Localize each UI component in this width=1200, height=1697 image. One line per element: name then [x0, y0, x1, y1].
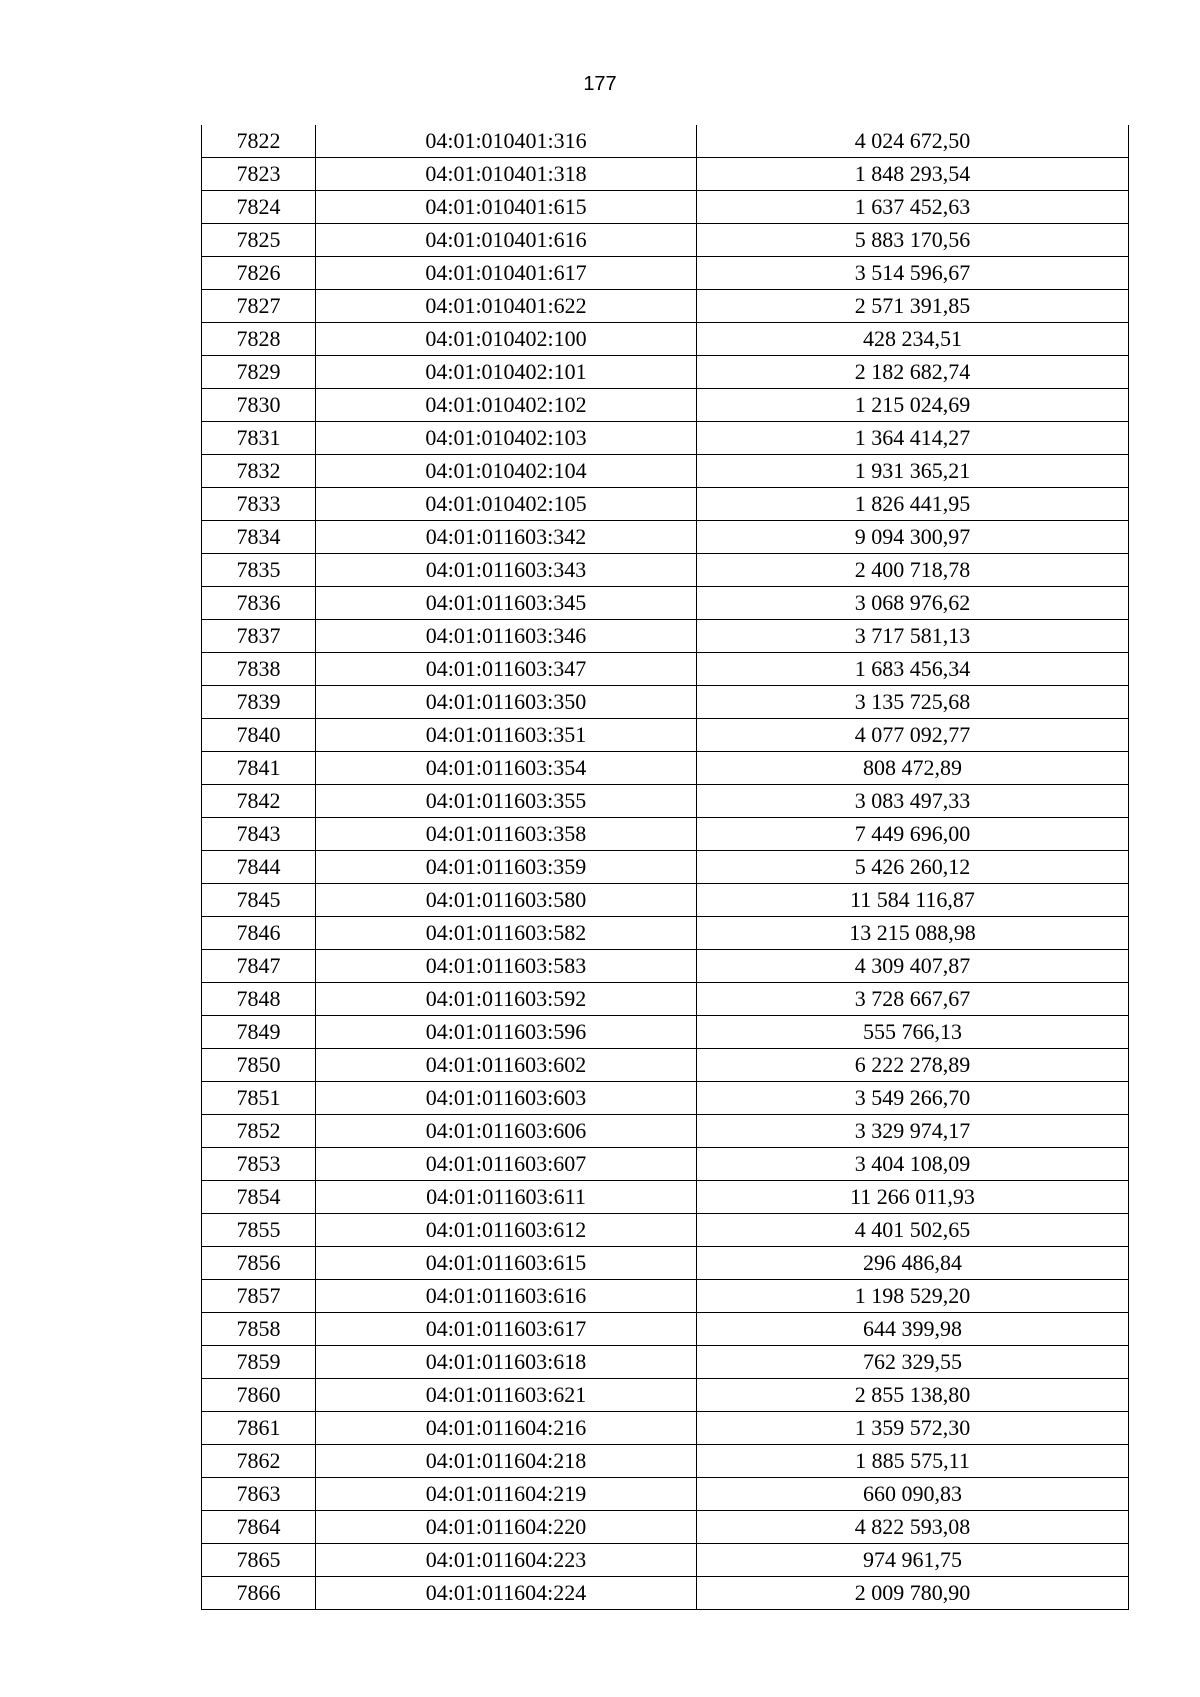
row-number-cell: 7850	[202, 1049, 316, 1082]
cadastral-number-cell: 04:01:011604:220	[316, 1511, 697, 1544]
row-number-cell: 7828	[202, 323, 316, 356]
cadastral-number-cell: 04:01:010401:318	[316, 158, 697, 191]
cadastral-value-cell: 974 961,75	[697, 1544, 1129, 1577]
table-row	[202, 158, 1129, 191]
cadastral-value-cell: 644 399,98	[697, 1313, 1129, 1346]
cadastral-value-cell: 296 486,84	[697, 1247, 1129, 1280]
table-row	[202, 1577, 1129, 1610]
row-number-cell: 7841	[202, 752, 316, 785]
cadastral-number-cell: 04:01:011603:618	[316, 1346, 697, 1379]
cadastral-number-cell: 04:01:011603:346	[316, 620, 697, 653]
cadastral-number-cell: 04:01:011603:350	[316, 686, 697, 719]
row-number-cell: 7865	[202, 1544, 316, 1577]
table-row	[202, 323, 1129, 356]
row-number-cell: 7826	[202, 257, 316, 290]
cadastral-value-cell: 2 400 718,78	[697, 554, 1129, 587]
cadastral-value-cell: 3 549 266,70	[697, 1082, 1129, 1115]
row-number-cell: 7836	[202, 587, 316, 620]
row-number-cell: 7866	[202, 1577, 316, 1610]
row-number-cell: 7857	[202, 1280, 316, 1313]
cadastral-value-cell: 9 094 300,97	[697, 521, 1129, 554]
cadastral-value-cell: 11 266 011,93	[697, 1181, 1129, 1214]
table-row	[202, 1247, 1129, 1280]
cadastral-number-cell: 04:01:011603:347	[316, 653, 697, 686]
row-number-cell: 7864	[202, 1511, 316, 1544]
cadastral-value-cell: 3 068 976,62	[697, 587, 1129, 620]
cadastral-value-cell: 3 329 974,17	[697, 1115, 1129, 1148]
table-row	[202, 1478, 1129, 1511]
row-number-cell: 7863	[202, 1478, 316, 1511]
row-number-cell: 7860	[202, 1379, 316, 1412]
cadastral-number-cell: 04:01:011604:219	[316, 1478, 697, 1511]
table-row	[202, 290, 1129, 323]
table-row	[202, 1544, 1129, 1577]
table-row	[202, 1511, 1129, 1544]
cadastral-number-cell: 04:01:011603:603	[316, 1082, 697, 1115]
row-number-cell: 7824	[202, 191, 316, 224]
cadastral-value-cell: 3 404 108,09	[697, 1148, 1129, 1181]
cadastral-value-cell: 7 449 696,00	[697, 818, 1129, 851]
cadastral-number-cell: 04:01:011603:583	[316, 950, 697, 983]
table-row	[202, 1082, 1129, 1115]
row-number-cell: 7822	[202, 125, 316, 158]
cadastral-number-cell: 04:01:011603:351	[316, 719, 697, 752]
row-number-cell: 7859	[202, 1346, 316, 1379]
cadastral-value-cell: 6 222 278,89	[697, 1049, 1129, 1082]
table-body	[202, 125, 1129, 1610]
table-row	[202, 983, 1129, 1016]
table-row	[202, 1016, 1129, 1049]
cadastral-number-cell: 04:01:010401:316	[316, 125, 697, 158]
table-row	[202, 1148, 1129, 1181]
table-row	[202, 224, 1129, 257]
cadastral-value-cell: 2 855 138,80	[697, 1379, 1129, 1412]
table-row	[202, 257, 1129, 290]
cadastral-value-cell: 3 083 497,33	[697, 785, 1129, 818]
row-number-cell: 7834	[202, 521, 316, 554]
cadastral-number-cell: 04:01:011604:218	[316, 1445, 697, 1478]
table-row	[202, 521, 1129, 554]
table-row	[202, 719, 1129, 752]
row-number-cell: 7856	[202, 1247, 316, 1280]
cadastral-number-cell: 04:01:010401:615	[316, 191, 697, 224]
table-row	[202, 752, 1129, 785]
cadastral-number-cell: 04:01:011603:615	[316, 1247, 697, 1280]
cadastral-value-cell: 428 234,51	[697, 323, 1129, 356]
cadastral-value-cell: 5 883 170,56	[697, 224, 1129, 257]
table-row	[202, 686, 1129, 719]
cadastral-value-cell: 3 135 725,68	[697, 686, 1129, 719]
cadastral-number-cell: 04:01:010402:101	[316, 356, 697, 389]
cadastral-value-cell: 4 401 502,65	[697, 1214, 1129, 1247]
cadastral-number-cell: 04:01:010401:622	[316, 290, 697, 323]
row-number-cell: 7830	[202, 389, 316, 422]
table-row	[202, 554, 1129, 587]
cadastral-value-cell: 3 514 596,67	[697, 257, 1129, 290]
row-number-cell: 7845	[202, 884, 316, 917]
cadastral-number-cell: 04:01:011603:617	[316, 1313, 697, 1346]
table-row	[202, 620, 1129, 653]
cadastral-number-cell: 04:01:011603:355	[316, 785, 697, 818]
table-row	[202, 422, 1129, 455]
table-row	[202, 1313, 1129, 1346]
row-number-cell: 7835	[202, 554, 316, 587]
cadastral-number-cell: 04:01:010401:616	[316, 224, 697, 257]
row-number-cell: 7825	[202, 224, 316, 257]
cadastral-value-cell: 1 683 456,34	[697, 653, 1129, 686]
table-row	[202, 125, 1129, 158]
row-number-cell: 7854	[202, 1181, 316, 1214]
row-number-cell: 7832	[202, 455, 316, 488]
row-number-cell: 7849	[202, 1016, 316, 1049]
table-row	[202, 1445, 1129, 1478]
row-number-cell: 7831	[202, 422, 316, 455]
cadastral-number-cell: 04:01:011603:602	[316, 1049, 697, 1082]
row-number-cell: 7862	[202, 1445, 316, 1478]
cadastral-number-cell: 04:01:011603:607	[316, 1148, 697, 1181]
cadastral-value-cell: 3 728 667,67	[697, 983, 1129, 1016]
row-number-cell: 7833	[202, 488, 316, 521]
row-number-cell: 7823	[202, 158, 316, 191]
table-row	[202, 389, 1129, 422]
cadastral-number-cell: 04:01:010402:102	[316, 389, 697, 422]
cadastral-value-cell: 4 822 593,08	[697, 1511, 1129, 1544]
row-number-cell: 7842	[202, 785, 316, 818]
cadastral-number-cell: 04:01:011603:592	[316, 983, 697, 1016]
row-number-cell: 7848	[202, 983, 316, 1016]
cadastral-value-cell: 762 329,55	[697, 1346, 1129, 1379]
cadastral-value-cell: 1 637 452,63	[697, 191, 1129, 224]
table-row	[202, 1412, 1129, 1445]
row-number-cell: 7853	[202, 1148, 316, 1181]
table-row	[202, 884, 1129, 917]
cadastral-number-cell: 04:01:010401:617	[316, 257, 697, 290]
cadastral-number-cell: 04:01:011603:611	[316, 1181, 697, 1214]
row-number-cell: 7851	[202, 1082, 316, 1115]
cadastral-value-cell: 3 717 581,13	[697, 620, 1129, 653]
row-number-cell: 7827	[202, 290, 316, 323]
table-row	[202, 587, 1129, 620]
row-number-cell: 7847	[202, 950, 316, 983]
row-number-cell: 7839	[202, 686, 316, 719]
cadastral-number-cell: 04:01:011603:596	[316, 1016, 697, 1049]
cadastral-value-cell: 4 077 092,77	[697, 719, 1129, 752]
cadastral-value-cell: 2 009 780,90	[697, 1577, 1129, 1610]
cadastral-number-cell: 04:01:010402:104	[316, 455, 697, 488]
table-row	[202, 1181, 1129, 1214]
cadastral-value-cell: 11 584 116,87	[697, 884, 1129, 917]
cadastral-number-cell: 04:01:011603:606	[316, 1115, 697, 1148]
cadastral-value-cell: 1 215 024,69	[697, 389, 1129, 422]
row-number-cell: 7858	[202, 1313, 316, 1346]
cadastral-value-cell: 5 426 260,12	[697, 851, 1129, 884]
cadastral-number-cell: 04:01:011604:224	[316, 1577, 697, 1610]
cadastral-number-cell: 04:01:011603:582	[316, 917, 697, 950]
table-row	[202, 488, 1129, 521]
table-row	[202, 356, 1129, 389]
table-row	[202, 1346, 1129, 1379]
table-row	[202, 1049, 1129, 1082]
cadastral-value-cell: 808 472,89	[697, 752, 1129, 785]
table-row	[202, 785, 1129, 818]
cadastral-number-cell: 04:01:010402:100	[316, 323, 697, 356]
row-number-cell: 7838	[202, 653, 316, 686]
table-row	[202, 818, 1129, 851]
row-number-cell: 7829	[202, 356, 316, 389]
cadastral-value-cell: 4 024 672,50	[697, 125, 1129, 158]
table-row	[202, 1379, 1129, 1412]
row-number-cell: 7861	[202, 1412, 316, 1445]
row-number-cell: 7846	[202, 917, 316, 950]
cadastral-value-cell: 1 885 575,11	[697, 1445, 1129, 1478]
table-row	[202, 917, 1129, 950]
cadastral-value-cell: 13 215 088,98	[697, 917, 1129, 950]
cadastral-number-cell: 04:01:011603:345	[316, 587, 697, 620]
cadastral-number-cell: 04:01:011604:216	[316, 1412, 697, 1445]
table-row	[202, 1115, 1129, 1148]
page-number: 177	[583, 73, 617, 95]
row-number-cell: 7840	[202, 719, 316, 752]
row-number-cell: 7855	[202, 1214, 316, 1247]
cadastral-value-cell: 1 931 365,21	[697, 455, 1129, 488]
cadastral-value-cell: 1 364 414,27	[697, 422, 1129, 455]
cadastral-number-cell: 04:01:011603:621	[316, 1379, 697, 1412]
cadastral-number-cell: 04:01:011603:612	[316, 1214, 697, 1247]
cadastral-value-cell: 2 182 682,74	[697, 356, 1129, 389]
cadastral-value-cell: 1 848 293,54	[697, 158, 1129, 191]
row-number-cell: 7843	[202, 818, 316, 851]
row-number-cell: 7852	[202, 1115, 316, 1148]
cadastral-value-cell: 660 090,83	[697, 1478, 1129, 1511]
table-row	[202, 653, 1129, 686]
cadastral-value-cell: 1 359 572,30	[697, 1412, 1129, 1445]
table-row	[202, 1280, 1129, 1313]
table-row	[202, 851, 1129, 884]
cadastral-value-cell: 4 309 407,87	[697, 950, 1129, 983]
table-row	[202, 455, 1129, 488]
table-row	[202, 950, 1129, 983]
row-number-cell: 7844	[202, 851, 316, 884]
cadastral-value-cell: 1 826 441,95	[697, 488, 1129, 521]
cadastral-number-cell: 04:01:011604:223	[316, 1544, 697, 1577]
cadastral-number-cell: 04:01:011603:354	[316, 752, 697, 785]
cadastral-number-cell: 04:01:011603:580	[316, 884, 697, 917]
cadastral-number-cell: 04:01:011603:342	[316, 521, 697, 554]
cadastral-number-cell: 04:01:011603:343	[316, 554, 697, 587]
row-number-cell: 7837	[202, 620, 316, 653]
table-row	[202, 191, 1129, 224]
cadastral-number-cell: 04:01:011603:359	[316, 851, 697, 884]
cadastral-value-cell: 555 766,13	[697, 1016, 1129, 1049]
cadastral-value-cell: 2 571 391,85	[697, 290, 1129, 323]
cadastral-number-cell: 04:01:010402:103	[316, 422, 697, 455]
cadastral-value-cell: 1 198 529,20	[697, 1280, 1129, 1313]
cadastral-value-table	[201, 125, 1129, 1610]
cadastral-number-cell: 04:01:011603:358	[316, 818, 697, 851]
cadastral-number-cell: 04:01:010402:105	[316, 488, 697, 521]
cadastral-number-cell: 04:01:011603:616	[316, 1280, 697, 1313]
table-row	[202, 1214, 1129, 1247]
